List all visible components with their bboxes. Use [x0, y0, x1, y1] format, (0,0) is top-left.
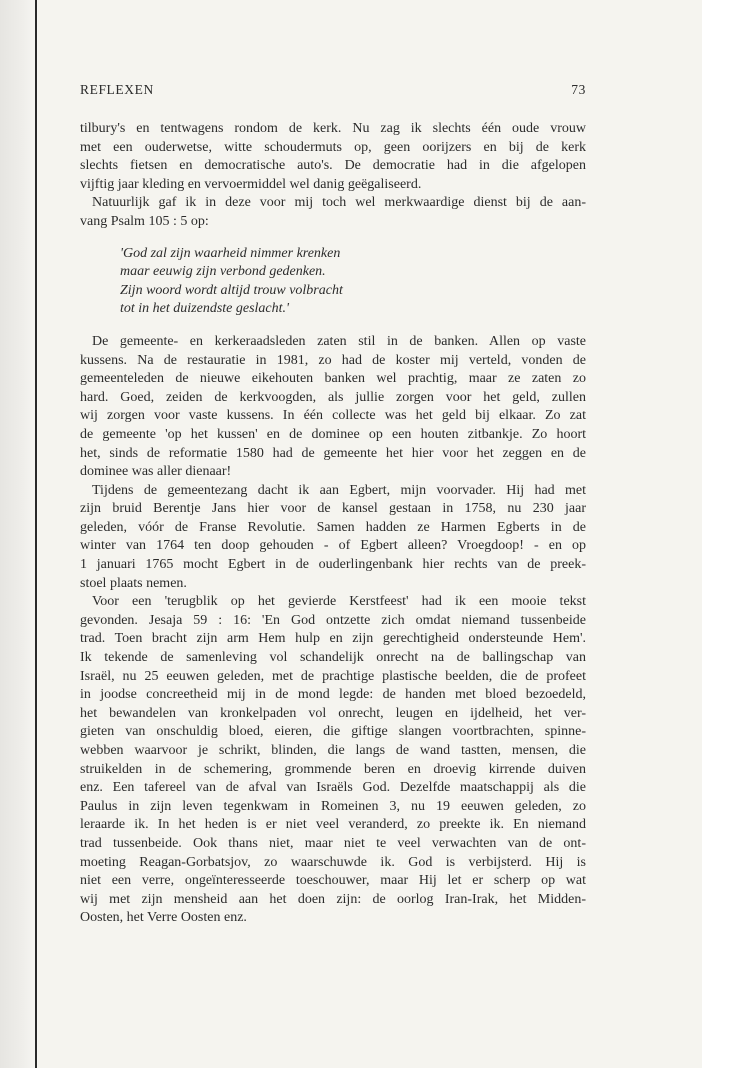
- text-line: het bewandelen van kronkelpaden vol onrecht, leugen en ijdelheid, het ver-: [80, 705, 586, 721]
- page-text: [80, 80, 586, 928]
- text-line: met een ouderwetse, witte schoudermuts op, geen oorijzers en bij de kerk: [80, 139, 586, 155]
- text-line: hard. Goed, zeiden de kerkvoogden, als jullie zorgen voor het geld, zullen: [80, 389, 586, 405]
- text-line: vang Psalm 105 : 5 op:: [80, 213, 209, 229]
- text-line: wij met zijn mensheid aan het doen zijn: de oorlog Iran-Irak, het Midden-: [80, 891, 586, 907]
- text-line: geleden, vóór de Franse Revolutie. Samen hadden ze Harmen Egberts in de: [80, 519, 586, 535]
- text-line: Voor een 'terugblik op het gevierde Kerstfeest' had ik een mooie tekst: [92, 594, 586, 610]
- text-line: trad tussenbeide. Ook thans niet, maar niet te veel verwachten van de ont-: [80, 835, 586, 851]
- running-head-title: REFLEXEN: [80, 82, 154, 97]
- verse-line: Zijn woord wordt altijd trouw volbracht: [120, 282, 343, 298]
- text-line: trad. Toen bracht zijn arm Hem hulp en zijn gerechtigheid ondersteunde Hem'.: [80, 631, 586, 647]
- verse-line: tot in het duizendste geslacht.': [120, 301, 290, 317]
- text-line: Israël, nu 25 eeuwen geleden, met de prachtige plastische beelden, die de profeet: [80, 668, 586, 684]
- verse-line: 'God zal zijn waarheid nimmer krenken: [120, 245, 341, 261]
- text-line: niet een verre, ongeïnteresseerde toeschouwer, maar Hij let er scherp op wat: [80, 873, 586, 889]
- text-line: Oosten, het Verre Oosten enz.: [80, 910, 247, 926]
- body-after-poem: [80, 333, 586, 928]
- text-line: gieten van onschuldig bloed, eieren, die giftige slangen voortbrachten, spinne-: [80, 724, 586, 740]
- text-line: leraarde ik. In het heden is er niet veel veranderd, zo preekte ik. En niemand: [80, 817, 586, 833]
- gutter-edge-line: [35, 0, 37, 1068]
- text-line: wij zorgen voor vaste kussens. In één collecte was het geld bij elkaar. Zo zat: [80, 408, 586, 424]
- paragraph: [80, 120, 586, 194]
- text-line: struikelden in de schemering, grommende beren en droevig kirrende duiven: [80, 761, 586, 777]
- text-line: de gemeente 'op het kussen' en de dominee op een houten zitbankje. Zo hoort: [80, 426, 586, 442]
- paragraph: [80, 333, 586, 482]
- text-line: slechts fietsen en democratische auto's. De democratie had in die afgelopen: [80, 158, 586, 174]
- paragraph: [80, 593, 586, 928]
- text-line: gemeenteleden de nieuwe eikehouten banken wel prachtig, maar ze zaten zo: [80, 371, 586, 387]
- scan-margin-right: [702, 0, 738, 1068]
- text-line: kussens. Na de restauratie in 1981, zo had de koster mij verteld, vonden de: [80, 352, 586, 368]
- paragraph: [80, 194, 586, 231]
- text-line: Tijdens de gemeentezang dacht ik aan Egbert, mijn voorvader. Hij had met: [92, 482, 586, 498]
- text-line: in joodse concreetheid mij in de mond legde: de handen met bloed bezoedeld,: [80, 687, 586, 703]
- text-line: De gemeente- en kerkeraadsleden zaten stil in de banken. Allen op vaste: [92, 333, 586, 349]
- text-line: dominee was aller dienaar!: [80, 464, 232, 480]
- text-line: het, sinds de reformatie 1580 had de gemeente het hier voor het zeggen en de: [80, 445, 586, 461]
- running-head: [80, 80, 586, 100]
- paragraph: [80, 482, 586, 594]
- book-gutter: [0, 0, 38, 1068]
- psalm-quote: [80, 245, 586, 319]
- text-line: stoel plaats nemen.: [80, 575, 187, 591]
- text-line: Natuurlijk gaf ik in deze voor mij toch wel merkwaardige dienst bij de aan-: [92, 195, 586, 211]
- text-line: moeting Reagan-Gorbatsjov, zo waarschuwde ik. God is verbijsterd. Hij is: [80, 854, 586, 870]
- text-line: vijftig jaar kleding en vervoermiddel wel danig geëgaliseerd.: [80, 176, 422, 192]
- text-line: 1 januari 1765 mocht Egbert in de ouderlingenbank hier rechts van de preek-: [80, 557, 586, 573]
- text-line: Paulus in zijn leven tegenkwam in Romeinen 3, nu 19 eeuwen geleden, zo: [80, 798, 586, 814]
- text-line: winter van 1764 ten doop gehouden - of Egbert alleen? Vroegdoop! - en op: [80, 538, 586, 554]
- verse-line: maar eeuwig zijn verbond gedenken.: [120, 264, 326, 280]
- text-line: gevonden. Jesaja 59 : 16: 'En God ontzette zich omdat niemand tussenbeide: [80, 612, 586, 628]
- body-before-poem: [80, 120, 586, 232]
- text-line: Ik tekende de samenleving vol schandelijk onrecht na de ballingschap van: [80, 650, 586, 666]
- text-line: tilbury's en tentwagens rondom de kerk. Nu zag ik slechts één oude vrouw: [80, 121, 586, 136]
- text-line: enz. Een tafereel van de afval van Israëls God. Dezelfde maatschappij als die: [80, 780, 586, 796]
- text-line: webben waarvoor je schrikt, blinden, die langs de wand tastten, mensen, die: [80, 743, 586, 758]
- text-line: zijn bruid Berentje Jans hier voor de kansel gestaan in 1758, nu 230 jaar: [80, 501, 586, 517]
- page-number: 73: [571, 82, 586, 97]
